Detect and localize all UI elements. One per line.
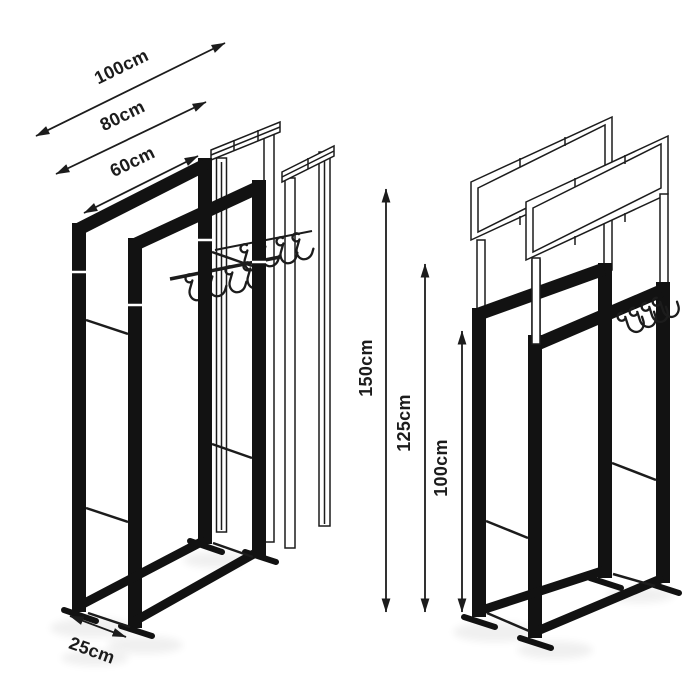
left-view-rack-drawing (36, 43, 334, 668)
dimension-label-25cm: 25cm (66, 632, 118, 668)
ghost-stub-overlay (532, 258, 540, 344)
height-dimension-125 (394, 264, 425, 612)
frame-a-solid (64, 158, 222, 621)
dimension-label-60cm: 60cm (106, 142, 158, 181)
dimension-label-80cm: 80cm (96, 96, 148, 135)
depth-connectors (486, 463, 656, 631)
right-view-rack-drawing (356, 117, 681, 659)
dimension-label-100cm-width: 100cm (91, 45, 152, 89)
dimension-label-150cm: 150cm (356, 339, 376, 397)
height-dimension-150 (356, 189, 386, 612)
dimension-label-125cm: 125cm (394, 394, 414, 452)
dimension-label-100cm-height: 100cm (431, 439, 451, 497)
height-dimension-100 (431, 331, 462, 612)
